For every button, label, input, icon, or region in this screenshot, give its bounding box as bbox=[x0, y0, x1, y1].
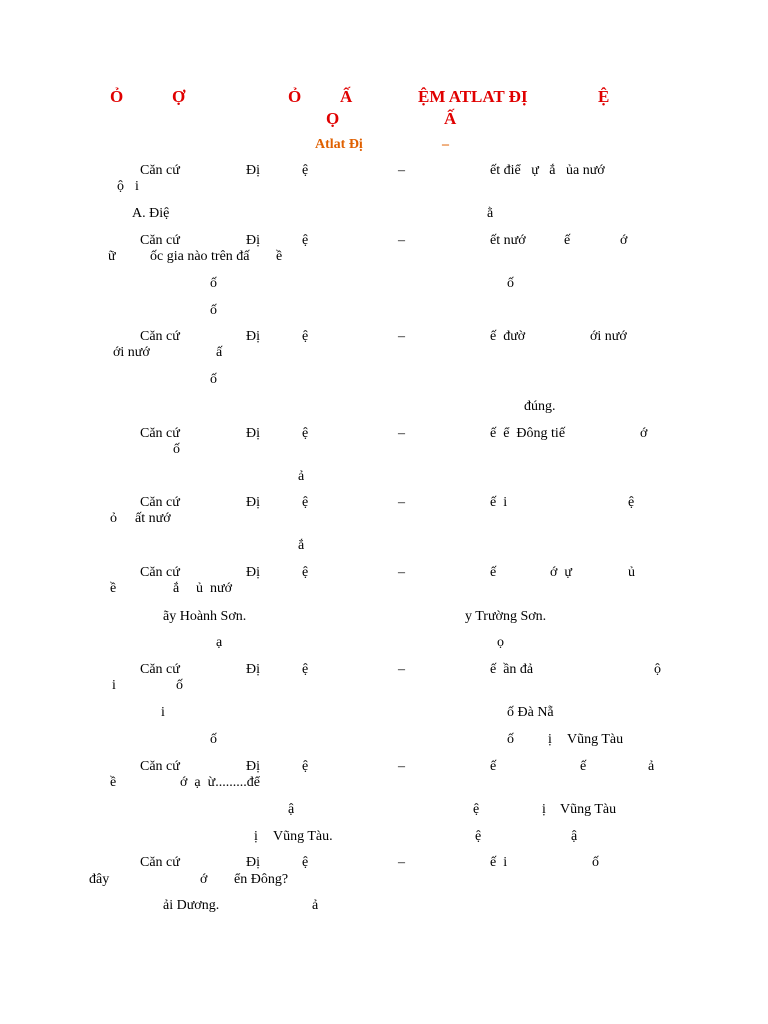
question-stem: ệ bbox=[302, 163, 309, 178]
question-text: ới nướ bbox=[590, 329, 627, 344]
question-stem: – bbox=[398, 759, 405, 774]
question-text: ố bbox=[592, 855, 599, 870]
question-text: ủ nướ bbox=[196, 581, 232, 596]
question-stem: Đị bbox=[246, 233, 260, 248]
question-stem: Căn cứ bbox=[140, 855, 180, 870]
question-stem: ệ bbox=[302, 565, 309, 580]
question-text: ớ ự bbox=[550, 565, 572, 580]
question-text: ề bbox=[110, 581, 117, 596]
answer-option: ố bbox=[210, 303, 217, 318]
question-text: ộ bbox=[654, 662, 661, 677]
question-text: ế bbox=[564, 233, 571, 248]
answer-option: i bbox=[161, 705, 165, 720]
question-stem: Căn cứ bbox=[140, 759, 180, 774]
answer-option: ị bbox=[542, 802, 546, 817]
answer-option: ố bbox=[507, 732, 514, 747]
question-stem: Căn cứ bbox=[140, 495, 180, 510]
question-text: ết điể ự ắ ủa nướ bbox=[490, 163, 605, 178]
answer-option: ằ bbox=[487, 206, 494, 221]
question-stem: – bbox=[398, 662, 405, 677]
question-text: ế i bbox=[490, 855, 508, 870]
question-stem: Đị bbox=[246, 426, 260, 441]
answer-option: ắ bbox=[298, 538, 305, 553]
answer-option: ố Đà Nẵ bbox=[507, 705, 554, 720]
question-text: ấ bbox=[216, 345, 223, 360]
answer-option: ệ bbox=[473, 802, 480, 817]
question-text: ết nướ bbox=[490, 233, 526, 248]
answer-option: ả bbox=[298, 469, 305, 484]
answer-option: A. Điệ bbox=[132, 206, 170, 221]
answer-option: ạ bbox=[216, 635, 223, 650]
question-text: ủ bbox=[628, 565, 635, 580]
answer-option: ậ bbox=[571, 829, 578, 844]
question-stem: ệ bbox=[302, 426, 309, 441]
answer-option: ố bbox=[210, 372, 217, 387]
question-stem: – bbox=[398, 163, 405, 178]
question-stem: – bbox=[398, 426, 405, 441]
question-text: ỏ bbox=[110, 511, 117, 526]
question-text: ề bbox=[110, 775, 117, 790]
answer-option: y Trường Sơn. bbox=[465, 609, 547, 624]
question-text: ế đườ bbox=[490, 329, 526, 344]
question-text: ữ bbox=[108, 249, 116, 264]
question-stem: Đị bbox=[246, 855, 260, 870]
question-text: ế i bbox=[490, 495, 508, 510]
question-text: i bbox=[135, 179, 139, 194]
subtitle-fragment: – bbox=[442, 137, 449, 152]
question-stem: – bbox=[398, 565, 405, 580]
answer-option: ệ bbox=[475, 829, 482, 844]
question-stem: Đị bbox=[246, 662, 260, 677]
title-fragment: Ệ bbox=[598, 87, 610, 106]
title-fragment: Ỏ bbox=[288, 87, 302, 106]
answer-option: Vũng Tàu bbox=[567, 732, 624, 747]
question-stem: ệ bbox=[302, 855, 309, 870]
question-stem: Căn cứ bbox=[140, 426, 180, 441]
question-text: ộ bbox=[117, 179, 124, 194]
question-stem: – bbox=[398, 855, 405, 870]
question-text: ế bbox=[490, 565, 497, 580]
title-fragment: Ấ bbox=[444, 109, 457, 128]
question-stem: Căn cứ bbox=[140, 565, 180, 580]
question-text: ố bbox=[176, 678, 183, 693]
question-text: ớ bbox=[200, 872, 208, 887]
question-text: ế bbox=[490, 759, 497, 774]
question-text: i bbox=[112, 678, 116, 693]
answer-option: ọ bbox=[497, 635, 504, 650]
question-text: ế ần đả bbox=[490, 662, 534, 677]
answer-option: Vũng Tàu. bbox=[273, 829, 333, 844]
answer-option: ố bbox=[507, 276, 514, 291]
question-stem: Đị bbox=[246, 565, 260, 580]
answer-option: ãy Hoành Sơn. bbox=[163, 609, 247, 624]
answer-option: ị bbox=[254, 829, 258, 844]
question-stem: Căn cứ bbox=[140, 329, 180, 344]
question-stem: ệ bbox=[302, 329, 309, 344]
question-text: ốc gia nào trên đấ bbox=[150, 249, 250, 264]
answer-option: ị bbox=[548, 732, 552, 747]
title-fragment: Ỏ bbox=[110, 87, 124, 106]
question-text: ới nướ bbox=[113, 345, 150, 360]
title-fragment: ỆM ATLAT ĐỊ bbox=[418, 87, 528, 106]
answer-option: ậ bbox=[288, 802, 295, 817]
question-text: ắ bbox=[173, 581, 180, 596]
question-stem: Đị bbox=[246, 759, 260, 774]
question-stem: Đị bbox=[246, 329, 260, 344]
question-text: ế bbox=[580, 759, 587, 774]
question-text: ất nướ bbox=[135, 511, 171, 526]
question-text: ế ể Đông tiế bbox=[490, 426, 566, 441]
question-stem: Đị bbox=[246, 495, 260, 510]
question-text: ề bbox=[276, 249, 283, 264]
question-stem: ệ bbox=[302, 495, 309, 510]
question-stem: – bbox=[398, 233, 405, 248]
answer-option: Vũng Tàu bbox=[560, 802, 617, 817]
question-text: ớ bbox=[620, 233, 628, 248]
answer-option: đúng. bbox=[524, 399, 556, 414]
title-fragment: Ấ bbox=[340, 87, 353, 106]
question-text: ển Đông? bbox=[234, 872, 289, 887]
answer-option: ố bbox=[210, 276, 217, 291]
subtitle-fragment: Atlat Đị bbox=[315, 137, 363, 152]
answer-option: ả bbox=[312, 898, 319, 913]
title-fragment: Ọ bbox=[326, 109, 340, 128]
question-text: ớ ạ ừ.........để bbox=[180, 775, 260, 790]
question-stem: ệ bbox=[302, 759, 309, 774]
question-text: ớ bbox=[640, 426, 648, 441]
question-stem: ệ bbox=[302, 662, 309, 677]
question-text: đây bbox=[89, 872, 110, 887]
question-stem: Đị bbox=[246, 163, 260, 178]
question-stem: Căn cứ bbox=[140, 163, 180, 178]
question-text: ả bbox=[648, 759, 655, 774]
question-text: ố bbox=[173, 442, 180, 457]
question-stem: – bbox=[398, 495, 405, 510]
question-stem: Căn cứ bbox=[140, 233, 180, 248]
question-stem: Căn cứ bbox=[140, 662, 180, 677]
question-stem: ệ bbox=[302, 233, 309, 248]
question-stem: – bbox=[398, 329, 405, 344]
answer-option: ải Dương. bbox=[163, 898, 220, 913]
answer-option: ố bbox=[210, 732, 217, 747]
title-fragment: Ợ bbox=[172, 87, 186, 106]
question-text: ệ bbox=[628, 495, 635, 510]
